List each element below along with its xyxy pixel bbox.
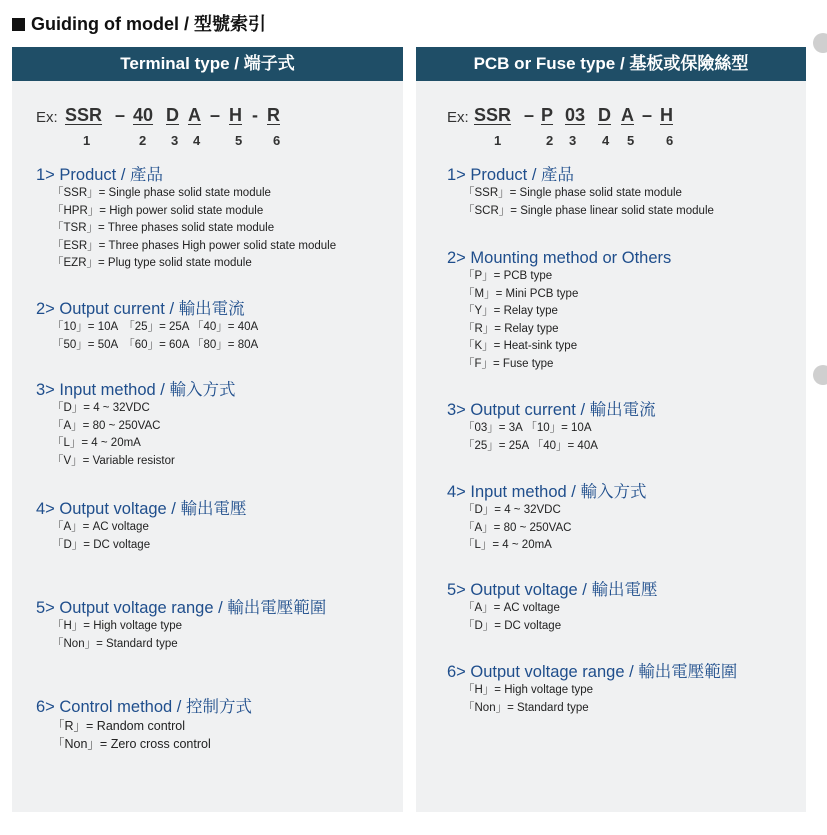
code-num-4: 4 bbox=[193, 133, 201, 148]
list-item: 「R」= Relay type bbox=[463, 322, 559, 335]
code-num-5: 5 bbox=[235, 133, 243, 148]
code-num-2: 2 bbox=[546, 133, 554, 148]
terminal-type-panel bbox=[12, 47, 403, 812]
code-part-2: P bbox=[541, 105, 554, 125]
list-item: 「25」= 25A 「40」= 40A bbox=[463, 439, 598, 452]
code-sep-2: – bbox=[642, 105, 653, 125]
list-item: 「SCR」= Single phase linear solid state module bbox=[463, 204, 714, 217]
section-heading: 3> Input method / 輸入方式 bbox=[36, 381, 236, 399]
square-bullet-icon bbox=[12, 18, 25, 31]
list-item: 「EZR」= Plug type solid state module bbox=[52, 257, 252, 269]
section-heading: 1> Product / 產品 bbox=[447, 166, 575, 184]
page-title-text: Guiding of model / 型號索引 bbox=[31, 14, 266, 34]
section-output-current bbox=[447, 400, 656, 455]
section-input-method bbox=[447, 482, 646, 555]
code-part-5: H bbox=[229, 105, 242, 125]
terminal-type-header: Terminal type / 端子式 bbox=[12, 47, 403, 81]
section-heading: 6> Control method / 控制方式 bbox=[36, 698, 252, 716]
decorative-circle bbox=[813, 365, 827, 385]
code-part-4: A bbox=[188, 105, 201, 125]
list-item: 「D」= 4 ~ 32VDC bbox=[463, 504, 561, 516]
list-item: 「A」= AC voltage bbox=[463, 602, 560, 614]
code-num-6: 6 bbox=[273, 133, 281, 148]
code-num-5: 5 bbox=[627, 133, 635, 148]
list-item: 「50」= 50A 「60」= 60A 「80」= 80A bbox=[52, 338, 259, 351]
section-heading: 4> Output voltage / 輸出電壓 bbox=[36, 500, 247, 518]
code-num-3: 3 bbox=[569, 133, 577, 148]
section-output-voltage-range bbox=[36, 598, 326, 653]
code-sep-1: – bbox=[115, 105, 126, 125]
section-heading: 5> Output voltage / 輸出電壓 bbox=[447, 581, 658, 599]
example-prefix: Ex: bbox=[36, 109, 58, 126]
list-item: 「ESR」= Three phases High power solid state module bbox=[52, 239, 337, 252]
list-item: 「03」= 3A 「10」= 10A bbox=[463, 422, 592, 434]
section-mounting-method bbox=[447, 248, 671, 373]
code-sep-1: – bbox=[524, 105, 535, 125]
decorative-circle bbox=[813, 33, 827, 53]
list-item: 「H」= High voltage type bbox=[52, 620, 183, 632]
section-output-voltage bbox=[447, 580, 657, 635]
list-item: 「SSR」= Single phase solid state module bbox=[463, 187, 682, 199]
section-product bbox=[36, 165, 336, 273]
code-part-1: SSR bbox=[474, 105, 512, 125]
list-item: 「D」= DC voltage bbox=[463, 619, 562, 632]
list-item: 「Y」= Relay type bbox=[463, 305, 558, 317]
code-part-3: 03 bbox=[565, 105, 586, 125]
code-sep-3: - bbox=[252, 105, 258, 125]
list-item: 「HPR」= High power solid state module bbox=[52, 204, 264, 217]
list-item: 「D」= DC voltage bbox=[52, 538, 151, 551]
code-part-6: H bbox=[660, 105, 673, 125]
section-output-current bbox=[36, 299, 258, 354]
section-heading: 2> Output current / 輸出電流 bbox=[36, 300, 245, 318]
page-title bbox=[12, 10, 266, 36]
section-heading: 2> Mounting method or Others bbox=[447, 249, 672, 267]
list-item: 「M」= Mini PCB type bbox=[463, 287, 579, 300]
section-heading: 3> Output current / 輸出電流 bbox=[447, 401, 656, 419]
section-output-voltage bbox=[36, 499, 246, 554]
code-sep-2: – bbox=[210, 105, 221, 125]
list-item: 「F」= Fuse type bbox=[463, 357, 554, 370]
section-input-method bbox=[36, 380, 235, 470]
code-num-3: 3 bbox=[171, 133, 179, 148]
code-part-3: D bbox=[166, 105, 179, 125]
example-prefix: Ex: bbox=[447, 109, 469, 126]
list-item: 「A」= 80 ~ 250VAC bbox=[463, 521, 572, 534]
list-item: 「L」= 4 ~ 20mA bbox=[52, 437, 141, 449]
code-num-6: 6 bbox=[666, 133, 674, 148]
list-item: 「P」= PCB type bbox=[463, 270, 553, 282]
list-item: 「L」= 4 ~ 20mA bbox=[463, 539, 552, 551]
code-part-4: D bbox=[598, 105, 611, 125]
section-control-method bbox=[36, 697, 252, 753]
section-heading: 4> Input method / 輸入方式 bbox=[447, 483, 647, 501]
list-item: 「Non」= Standard type bbox=[52, 637, 178, 650]
list-item: 「R」= Random control bbox=[52, 719, 186, 733]
list-item: 「Non」= Zero cross control bbox=[52, 737, 211, 751]
list-item: 「D」= 4 ~ 32VDC bbox=[52, 402, 150, 414]
pcb-fuse-type-header: PCB or Fuse type / 基板或保險絲型 bbox=[416, 47, 806, 81]
code-part-2: 40 bbox=[133, 105, 154, 125]
code-part-5: A bbox=[621, 105, 634, 125]
list-item: 「A」= 80 ~ 250VAC bbox=[52, 419, 161, 432]
code-num-2: 2 bbox=[139, 133, 147, 148]
list-item: 「H」= High voltage type bbox=[463, 684, 594, 696]
list-item: 「Non」= Standard type bbox=[463, 701, 589, 714]
section-heading: 1> Product / 產品 bbox=[36, 166, 164, 184]
section-heading: 6> Output voltage range / 輸出電壓範圍 bbox=[447, 663, 738, 681]
section-heading: 5> Output voltage range / 輸出電壓範圍 bbox=[36, 599, 327, 617]
code-num-4: 4 bbox=[602, 133, 610, 148]
pcb-fuse-type-panel bbox=[416, 47, 806, 812]
section-output-voltage-range bbox=[447, 662, 737, 717]
list-item: 「TSR」= Three phases solid state module bbox=[52, 222, 275, 234]
list-item: 「V」= Variable resistor bbox=[52, 454, 175, 467]
code-num-1: 1 bbox=[494, 133, 502, 148]
list-item: 「A」= AC voltage bbox=[52, 521, 149, 533]
code-part-1: SSR bbox=[65, 105, 103, 125]
list-item: 「10」= 10A 「25」= 25A 「40」= 40A bbox=[52, 321, 259, 333]
code-part-6: R bbox=[267, 105, 280, 125]
code-num-1: 1 bbox=[83, 133, 91, 148]
list-item: 「K」= Heat-sink type bbox=[463, 340, 578, 352]
section-product bbox=[447, 165, 714, 220]
list-item: 「SSR」= Single phase solid state module bbox=[52, 187, 271, 199]
